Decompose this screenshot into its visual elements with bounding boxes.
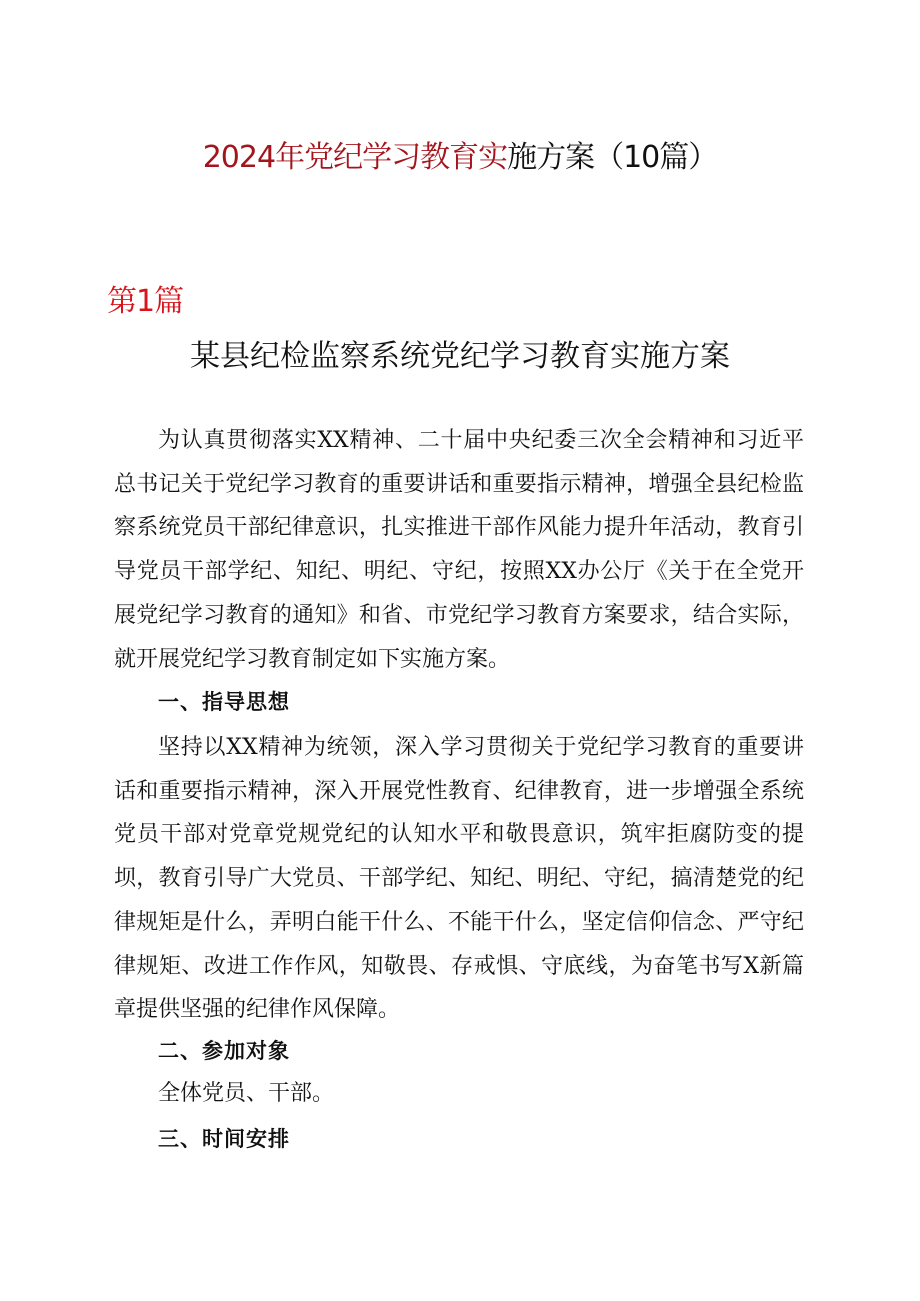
document-title-accent: 2024年党纪学习教育实 [202, 140, 508, 175]
guiding-ideology-paragraph: 坚持以XX精神为统领，深入学习贯彻关于党纪学习教育的重要讲话和重要指示精神，深入开展党性教育、纪律教育，进一步增强全系统党员干部对党章党规党纪的认知水平和敬畏意识，筑牢拒腐防变的提坝，教育引导广大党员、干部学纪、知纪、明纪、守纪，搞清楚党的纪律规矩是什么，弄明白能干什么、不能干什么，坚定信仰信念、严守纪律规矩、改进工作作风，知敬畏、存戒惧、守底线，为奋笔书写X新篇章提供坚强的纪律作风保障。 [114, 735, 804, 1023]
document-title-rest: 施方案（10篇） [507, 140, 718, 175]
chapter-label: 第1篇 [107, 284, 184, 319]
intro-paragraph: 为认真贯彻落实XX精神、二十届中央纪委三次全会精神和习近平总书记关于党纪学习教育的重要讲话和重要指示精神，增强全县纪检监察系统党员干部纪律意识，扎实推进干部作风能力提升年活动，教育引导党员干部学纪、知纪、明纪、守纪，按照XX办公厅《关于在全党开展党纪学习教育的通知》和省、市党纪学习教育方案要求，结合实际，就开展党纪学习教育制定如下实施方案。 [114, 428, 804, 672]
section-heading-schedule: 三、时间安排 [158, 1127, 290, 1151]
chapter-title: 某县纪检监察系统党纪学习教育实施方案 [190, 339, 730, 374]
participants-text: 全体党员、干部。 [158, 1081, 335, 1106]
section-heading-guiding-ideology: 一、指导思想 [158, 690, 290, 714]
document-title [0, 138, 920, 178]
section-heading-participants: 二、参加对象 [158, 1039, 290, 1063]
